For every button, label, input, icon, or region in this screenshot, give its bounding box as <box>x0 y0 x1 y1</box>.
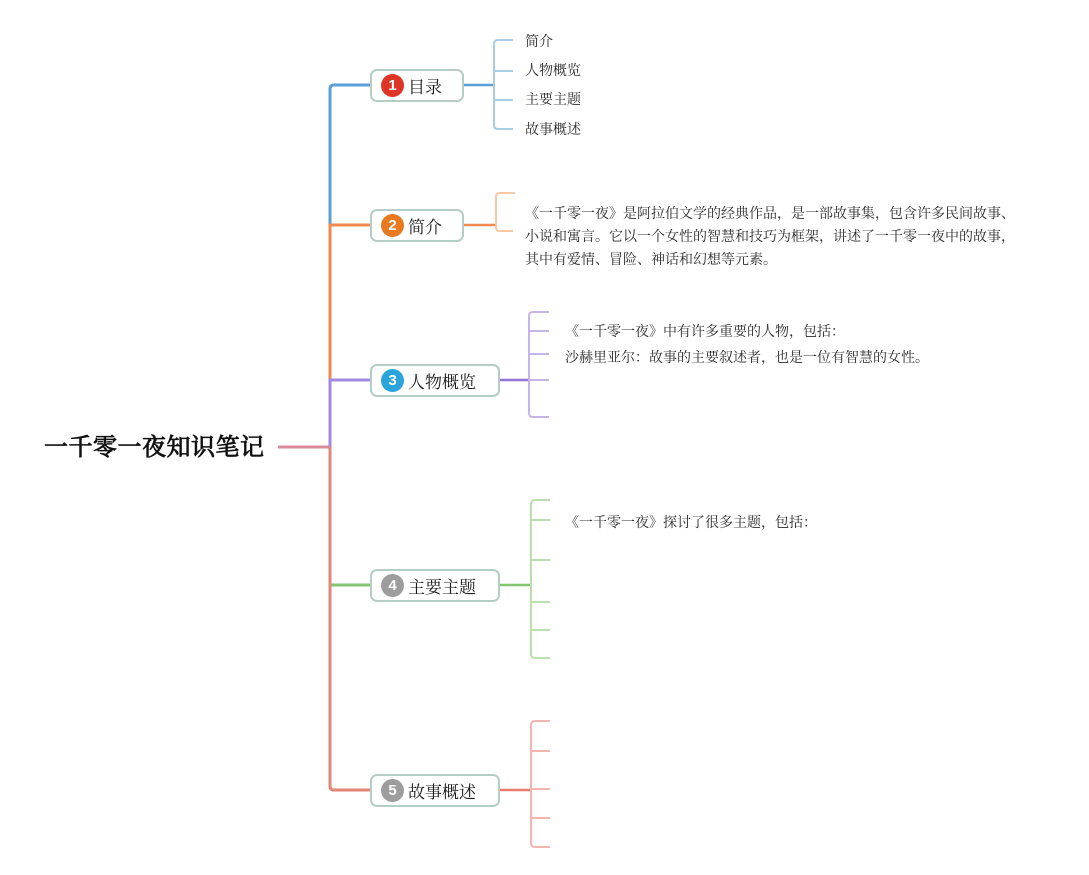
child-topic-catalog-themes[interactable]: 主要主题 <box>525 91 581 107</box>
topic-node-story-overview[interactable] <box>370 774 500 807</box>
spine-branch1-line <box>330 85 370 225</box>
branch3-children-bracket <box>529 312 549 417</box>
topic-node-themes[interactable] <box>370 569 500 602</box>
badge-5-icon: 5 <box>381 779 404 802</box>
badge-2-icon: 2 <box>381 214 404 237</box>
branch1-children-bracket <box>494 40 513 129</box>
topic-node-intro[interactable] <box>370 209 464 242</box>
child-topic-catalog-characters[interactable]: 人物概览 <box>525 62 581 78</box>
spine-branch2-line <box>330 225 370 382</box>
topic-label-story-overview: 故事概述 <box>408 783 476 802</box>
spine-branch3-line <box>330 380 370 447</box>
topic-node-characters[interactable] <box>370 364 500 397</box>
child-topic-themes-heading[interactable]: 《一千零一夜》探讨了很多主题，包括： <box>565 514 817 530</box>
badge-3-icon: 3 <box>381 369 404 392</box>
topic-label-characters: 人物概览 <box>408 373 476 392</box>
child-topic-catalog-story[interactable]: 故事概述 <box>525 121 581 137</box>
topic-label-catalog: 目录 <box>408 78 442 97</box>
badge-4-icon: 4 <box>381 574 404 597</box>
branch4-children-bracket <box>531 500 550 658</box>
root-topic[interactable]: 一千零一夜知识笔记 <box>44 434 265 461</box>
child-topic-characters-scheherazade[interactable]: 沙赫里亚尔：故事的主要叙述者，也是一位有智慧的女性。 <box>565 349 929 365</box>
child-topic-characters-heading[interactable]: 《一千零一夜》中有许多重要的人物，包括： <box>565 323 845 339</box>
spine-branch5-line <box>330 447 370 790</box>
badge-1-icon: 1 <box>381 74 404 97</box>
branch2-children-bracket <box>496 193 515 231</box>
child-topic-intro-text[interactable]: 《一千零一夜》是阿拉伯文学的经典作品，是一部故事集，包含许多民间故事、小说和寓言。它以一个女性的智慧和技巧为框架，讲述了一千零一夜中的故事，其中有爱情、冒险、神话和幻想等元素。 <box>525 205 1015 267</box>
topic-label-intro: 简介 <box>408 218 442 237</box>
child-topic-catalog-intro[interactable]: 简介 <box>525 33 553 49</box>
branch5-children-bracket <box>531 721 550 847</box>
topic-node-catalog[interactable] <box>370 69 464 102</box>
topic-label-themes: 主要主题 <box>408 578 476 597</box>
